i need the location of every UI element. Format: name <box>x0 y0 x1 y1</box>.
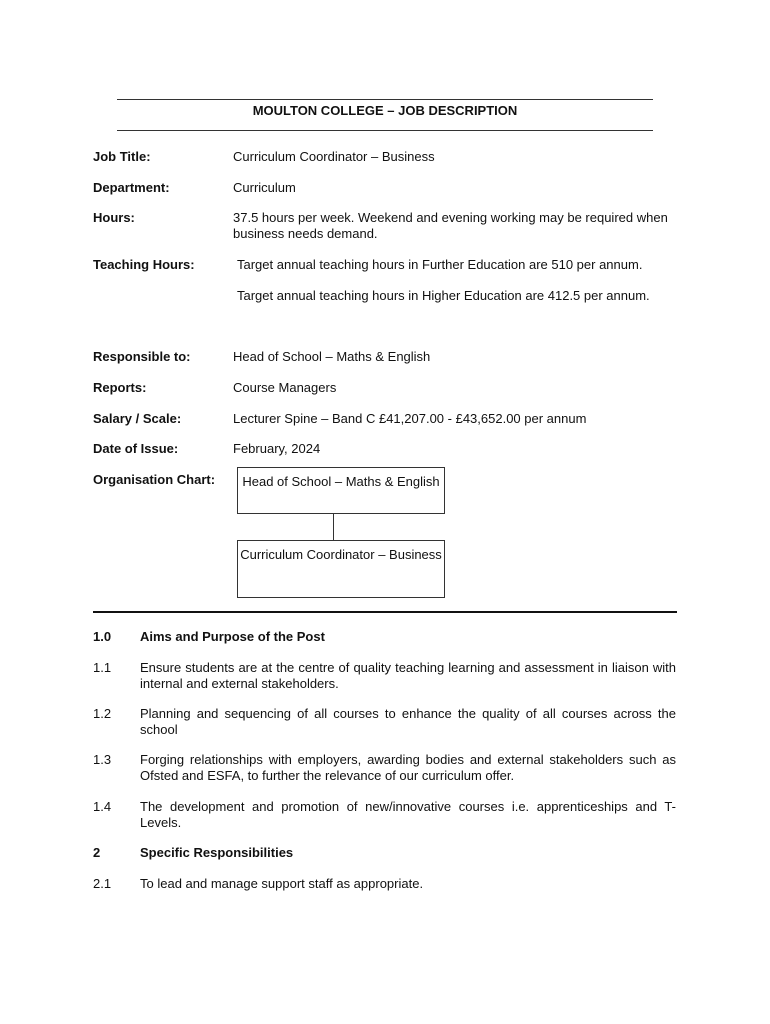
org-chart-label: Organisation Chart: <box>93 472 216 487</box>
item-number: 1.3 <box>93 752 112 767</box>
item-text: Forging relationships with employers, awarding bodies and external stakeholders such as Ofsted and ESFA, to further the relevance of our curriculum offer. <box>140 752 676 783</box>
item-number: 1.4 <box>93 799 112 814</box>
org-chart-coordinator-text: Curriculum Coordinator – Business <box>240 547 442 562</box>
hours-value: 37.5 hours per week. Weekend and evening working may be required when business needs demand. <box>233 210 668 241</box>
issue-value: February, 2024 <box>233 441 321 456</box>
item-text: Ensure students are at the centre of quality teaching learning and assessment in liaison with internal and external stakeholders. <box>140 660 676 691</box>
org-chart-head-text: Head of School – Maths & English <box>242 474 440 489</box>
item-number: 1.2 <box>93 706 112 721</box>
teaching-hours-fe: Target annual teaching hours in Further Education are 510 per annum. <box>237 257 643 272</box>
item-text: Planning and sequencing of all courses to enhance the quality of all courses across the school <box>140 706 676 737</box>
job-title-value: Curriculum Coordinator – Business <box>233 149 435 164</box>
department-label: Department: <box>93 180 170 195</box>
section-2-number: 2 <box>93 845 101 860</box>
org-chart-connector <box>333 514 334 540</box>
teaching-hours-he: Target annual teaching hours in Higher Education are 412.5 per annum. <box>237 288 650 303</box>
teaching-hours-label: Teaching Hours: <box>93 257 195 272</box>
header-rule-bottom <box>117 130 653 131</box>
document-title: MOULTON COLLEGE – JOB DESCRIPTION <box>252 103 518 118</box>
responsible-label: Responsible to: <box>93 349 191 364</box>
department-value: Curriculum <box>233 180 296 195</box>
header-rule-top <box>117 99 653 100</box>
responsible-value: Head of School – Maths & English <box>233 349 431 364</box>
reports-value: Course Managers <box>233 380 337 395</box>
job-title-label: Job Title: <box>93 149 151 164</box>
item-number: 2.1 <box>93 876 112 891</box>
item-text: The development and promotion of new/innovative courses i.e. apprenticeships and T- Levels. <box>140 799 676 830</box>
item-number: 1.1 <box>93 660 112 675</box>
section-2-heading: Specific Responsibilities <box>140 845 294 860</box>
org-chart-head-box <box>237 467 445 514</box>
salary-label: Salary / Scale: <box>93 411 182 426</box>
org-chart-coordinator-box <box>237 540 445 598</box>
section-1-heading: Aims and Purpose of the Post <box>140 629 325 644</box>
salary-value: Lecturer Spine – Band C £41,207.00 - £43,652.00 per annum <box>233 411 587 426</box>
item-text: To lead and manage support staff as appropriate. <box>140 876 424 891</box>
section-1-number: 1.0 <box>93 629 112 644</box>
issue-label: Date of Issue: <box>93 441 179 456</box>
hours-label: Hours: <box>93 210 135 225</box>
section-divider <box>93 611 677 613</box>
reports-label: Reports: <box>93 380 147 395</box>
